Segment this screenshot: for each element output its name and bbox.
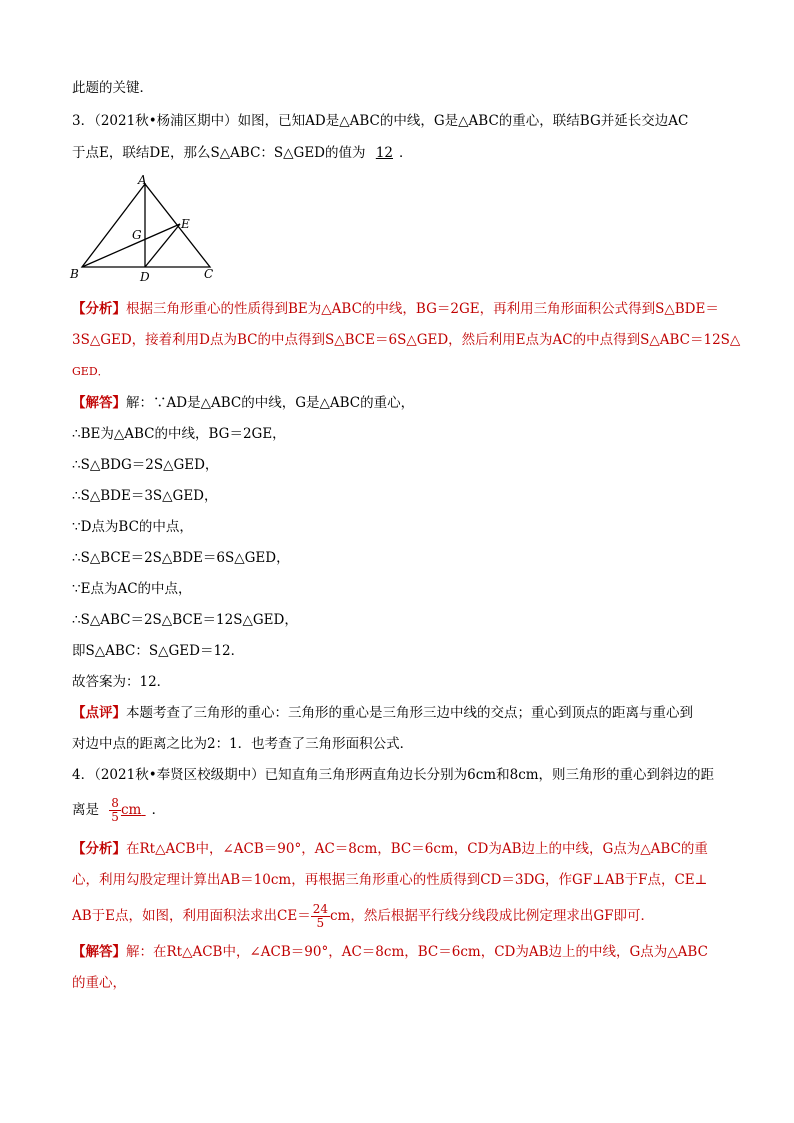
- review-1-line-2: 对边中点的距离之比为2：1．也考查了三角形面积公式．: [72, 736, 414, 752]
- question-3-line-1: 3．（2021秋•杨浦区期中）如图，已知AD是△ABC的中线，G是△ABC的重心，联结BG并延长交边AC: [72, 113, 689, 129]
- fraction-numerator: 24: [312, 902, 328, 916]
- analysis-text: 在Rt△ACB中，∠ACB＝90°，AC＝8cm，BC＝6cm，CD为AB边上的中线，G点为△ABC的重: [126, 841, 708, 857]
- solution-text: 解：在Rt△ACB中，∠ACB＝90°，AC＝8cm，BC＝6cm，CD为AB边上的中线，G点为△ABC: [126, 944, 708, 960]
- analysis-2-line-1: [72, 840, 708, 858]
- analysis-text: 根据三角形重心的性质得到BE为△ABC的中线，BG＝2GE，再利用三角形面积公式得到S△BDE＝: [126, 301, 719, 317]
- question-4-line-2: [72, 790, 165, 830]
- triangle-abc: [82, 184, 210, 267]
- analysis-2-line-3: [72, 897, 654, 935]
- solution-1-line-9: 即S△ABC：S△GED＝12．: [72, 643, 245, 659]
- analysis-2-line-2: 心，利用勾股定理计算出AB＝10cm，再根据三角形重心的性质得到CD＝3DG，作GF⊥AB于F点，CE⊥: [72, 872, 708, 888]
- solution-2-line-1: [72, 943, 708, 961]
- analysis-1-line-3: GED．: [72, 365, 109, 378]
- answer-blank: 12: [375, 145, 393, 161]
- fraction-denominator: 5: [316, 916, 325, 930]
- segment-de: [145, 224, 180, 267]
- solution-1-line-2: ∴BE为△ABC的中线，BG＝2GE，: [72, 426, 286, 442]
- question-4-line-1: 4．（2021秋•奉贤区校级期中）已知直角三角形两直角边长分别为6cm和8cm，则三角形的重心到斜边的距: [72, 767, 715, 783]
- analysis-tag: 【分析】: [72, 841, 126, 857]
- solution-2-line-2: 的重心，: [72, 975, 126, 991]
- answer-unit: cm: [120, 802, 142, 818]
- solution-1-line-7: ∵E点为AC的中点，: [72, 581, 192, 597]
- solution-1-line-6: ∴S△BCE＝2S△BDE＝6S△GED，: [72, 550, 290, 566]
- solution-1-line-4: ∴S△BDE＝3S△GED，: [72, 488, 218, 504]
- review-text: 本题考查了三角形的重心：三角形的重心是三角形三边中线的交点；重心到顶点的距离与重心到: [126, 705, 693, 721]
- analysis-tag: 【分析】: [72, 301, 126, 317]
- ce-fraction: [311, 903, 330, 930]
- solution-1-line-5: ∵D点为BC的中点，: [72, 519, 193, 535]
- triangle-figure: [68, 172, 228, 287]
- question-3-line-2: [72, 144, 413, 162]
- label-g: G: [132, 228, 142, 242]
- median-be: [82, 224, 180, 267]
- solution-1-line-1: [72, 394, 414, 412]
- text-line: 此题的关键．: [72, 80, 153, 96]
- label-b: B: [70, 267, 79, 281]
- solution-tag: 【解答】: [72, 944, 126, 960]
- label-a: A: [138, 173, 147, 187]
- answer-fraction: [109, 797, 121, 824]
- analysis-1-line-2: 3S△GED，接着利用D点为BC的中点得到S△BCE＝6S△GED，然后利用E点为AC的中点得到S△ABC＝12S△: [72, 332, 741, 348]
- analysis-text: cm，然后根据平行线分线段成比例定理求出GF即可．: [330, 908, 655, 924]
- period: ．: [399, 145, 413, 161]
- analysis-text: AB于E点，如图，利用面积法求出CE＝: [72, 908, 311, 924]
- label-e: E: [181, 217, 190, 231]
- question-3-text: 于点E，联结DE，那么S△ABC：S△GED的值为: [72, 145, 366, 161]
- solution-tag: 【解答】: [72, 395, 126, 411]
- analysis-1-line-1: [72, 300, 719, 318]
- solution-text: 解：∵AD是△ABC的中线，G是△ABC的重心，: [126, 395, 415, 411]
- answer-blank-4: [103, 796, 151, 824]
- fraction-numerator: 8: [111, 796, 119, 810]
- review-1-line-1: [72, 704, 693, 722]
- review-tag: 【点评】: [72, 705, 126, 721]
- question-4-text: 离是: [72, 802, 99, 818]
- solution-1-line-8: ∴S△ABC＝2S△BCE＝12S△GED，: [72, 612, 298, 628]
- label-d: D: [140, 270, 150, 284]
- fraction-denominator: 5: [111, 810, 119, 824]
- solution-1-line-10: 故答案为：12．: [72, 674, 171, 690]
- period: ．: [151, 802, 166, 818]
- label-c: C: [204, 267, 214, 281]
- solution-1-line-3: ∴S△BDG＝2S△GED，: [72, 457, 219, 473]
